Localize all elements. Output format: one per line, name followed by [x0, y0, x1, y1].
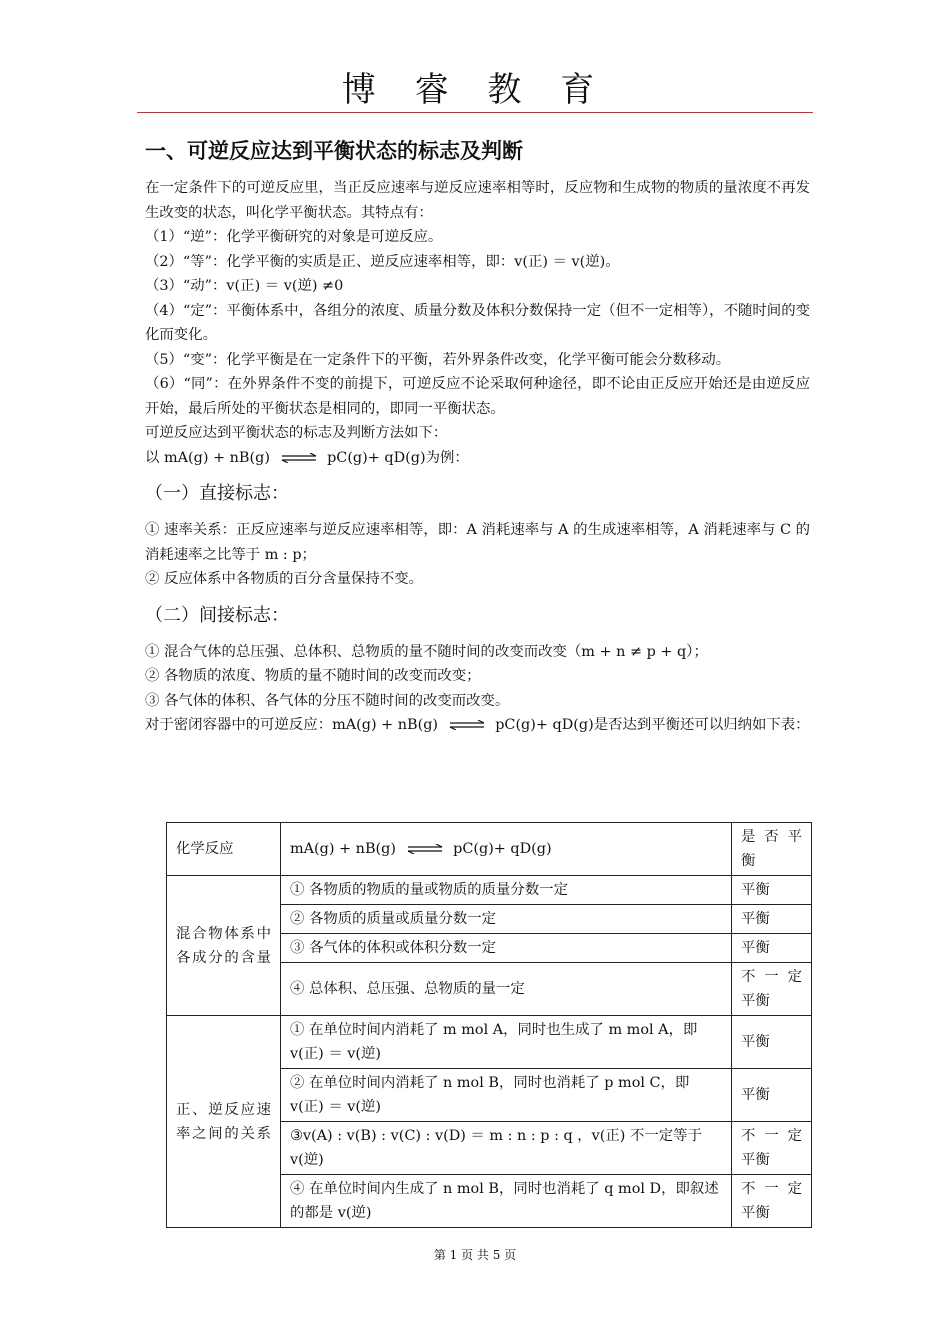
example-suffix: pC(g)+ qD(g)为例： [327, 449, 469, 466]
table-condition-cell: ② 各物质的质量或质量分数一定 [281, 905, 732, 934]
table-condition-cell: ① 在单位时间内消耗了 m mol A，同时也生成了 m mol A，即 v(正) ＝ v(逆) [281, 1016, 732, 1069]
equilibrium-arrow-icon [281, 453, 317, 463]
section-heading: 一、可逆反应达到平衡状态的标志及判断 [145, 139, 523, 163]
table-result-cell: 不 一 定 平衡 [732, 963, 812, 1016]
indirect-heading: （二）间接标志： [145, 604, 289, 626]
table-result-cell: 不 一 定 平衡 [732, 1175, 812, 1228]
method-intro: 可逆反应达到平衡状态的标志及判断方法如下： [145, 425, 448, 441]
table-condition-cell: ④ 总体积、总压强、总物质的量一定 [281, 963, 732, 1016]
indirect-item: ① 混合气体的总压强、总体积、总物质的量不随时间的改变而改变（m + n ≠ p + q）； [145, 643, 708, 660]
indirect-item: ③ 各气体的体积、各气体的分压不随时间的改变而改变。 [145, 692, 510, 709]
equilibrium-table [166, 822, 812, 1228]
table-result-cell: 平衡 [732, 1016, 812, 1069]
table-row [167, 876, 812, 905]
table-result-cell: 平衡 [732, 1069, 812, 1122]
direct-heading: （一）直接标志： [145, 483, 289, 504]
table-condition-cell: ① 各物质的物质的量或物质的质量分数一定 [281, 876, 732, 905]
closing-paragraph [145, 713, 810, 738]
feature-item: （5）“变”：化学平衡是在一定条件下的平衡，若外界条件改变，化学平衡可能会分数移动。 [145, 351, 731, 368]
example-prefix: 以 mA(g) + nB(g) [145, 449, 270, 466]
table-category-cell: 正、逆反应速率之间的关系 [167, 1016, 281, 1228]
table-header-cell: 是 否 平 衡 [732, 823, 812, 876]
table-condition-cell: ③ 各气体的体积或体积分数一定 [281, 934, 732, 963]
table-header-equation: mA(g) + nB(g) pC(g)+ qD(g) [281, 823, 732, 876]
equilibrium-arrow-icon [407, 844, 443, 854]
example-equation [145, 446, 810, 471]
feature-item: （4）“定”：平衡体系中，各组分的浓度、质量分数及体积分数保持一定（但不一定相等），不随时间的变化而变化。 [145, 302, 810, 343]
page-footer: 第 1 页 共 5 页 [433, 1248, 517, 1262]
equilibrium-arrow-icon [449, 720, 485, 730]
table-condition-cell: ③v(A) : v(B) : v(C) : v(D) ＝ m : n : p : q ，v(正) 不一定等于 v(逆) [281, 1122, 732, 1175]
page-header [137, 68, 813, 113]
direct-item: ② 反应体系中各物质的百分含量保持不变。 [145, 571, 423, 587]
table-result-cell: 平衡 [732, 876, 812, 905]
table-condition-cell: ② 在单位时间内消耗了 n mol B，同时也消耗了 p mol C，即 v(正) ＝ v(逆) [281, 1069, 732, 1122]
feature-item: （3）“动”：v(正) ＝ v(逆) ≠0 [145, 278, 344, 294]
table-row [167, 1016, 812, 1069]
table-result-cell: 平衡 [732, 934, 812, 963]
indirect-item: ② 各物质的浓度、物质的量不随时间的改变而改变； [145, 668, 481, 684]
closing-suffix: pC(g)+ qD(g)是否达到平衡还可以归纳如下表： [495, 717, 810, 733]
table-header-row [167, 823, 812, 876]
table-condition-cell: ④ 在单位时间内生成了 n mol B，同时也消耗了 q mol D，即叙述的都是 v(逆) [281, 1175, 732, 1228]
closing-prefix: 对于密闭容器中的可逆反应：mA(g) + nB(g) [145, 717, 439, 733]
table-result-cell: 平衡 [732, 905, 812, 934]
main-content [145, 136, 810, 738]
table-category-cell: 混合物体系中各成分的含量 [167, 876, 281, 1016]
feature-item: （6）“同”：在外界条件不变的前提下，可逆反应不论采取何种途径，即不论由正反应开始还是由逆反应开始，最后所处的平衡状态是相同的，即同一平衡状态。 [145, 376, 810, 417]
equilibrium-table-wrapper [166, 822, 812, 1228]
intro-paragraph: 在一定条件下的可逆反应里，当正反应速率与逆反应速率相等时，反应物和生成物的物质的量浓度不再发生改变的状态，叫化学平衡状态。其特点有： [145, 180, 810, 221]
table-result-cell: 不 一 定 平衡 [732, 1122, 812, 1175]
header-title: 博 睿 教 育 [341, 70, 609, 110]
feature-item: （1）“逆”：化学平衡研究的对象是可逆反应。 [145, 229, 443, 245]
feature-item: （2）“等”：化学平衡的实质是正、逆反应速率相等，即：v(正) ＝ v(逆)。 [145, 253, 620, 270]
direct-item: ① 速率关系：正反应速率与逆反应速率相等，即：A 消耗速率与 A 的生成速率相等，A 消耗速率与 C 的消耗速率之比等于 m : p； [145, 522, 810, 563]
table-header-cell: 化学反应 [167, 823, 281, 876]
